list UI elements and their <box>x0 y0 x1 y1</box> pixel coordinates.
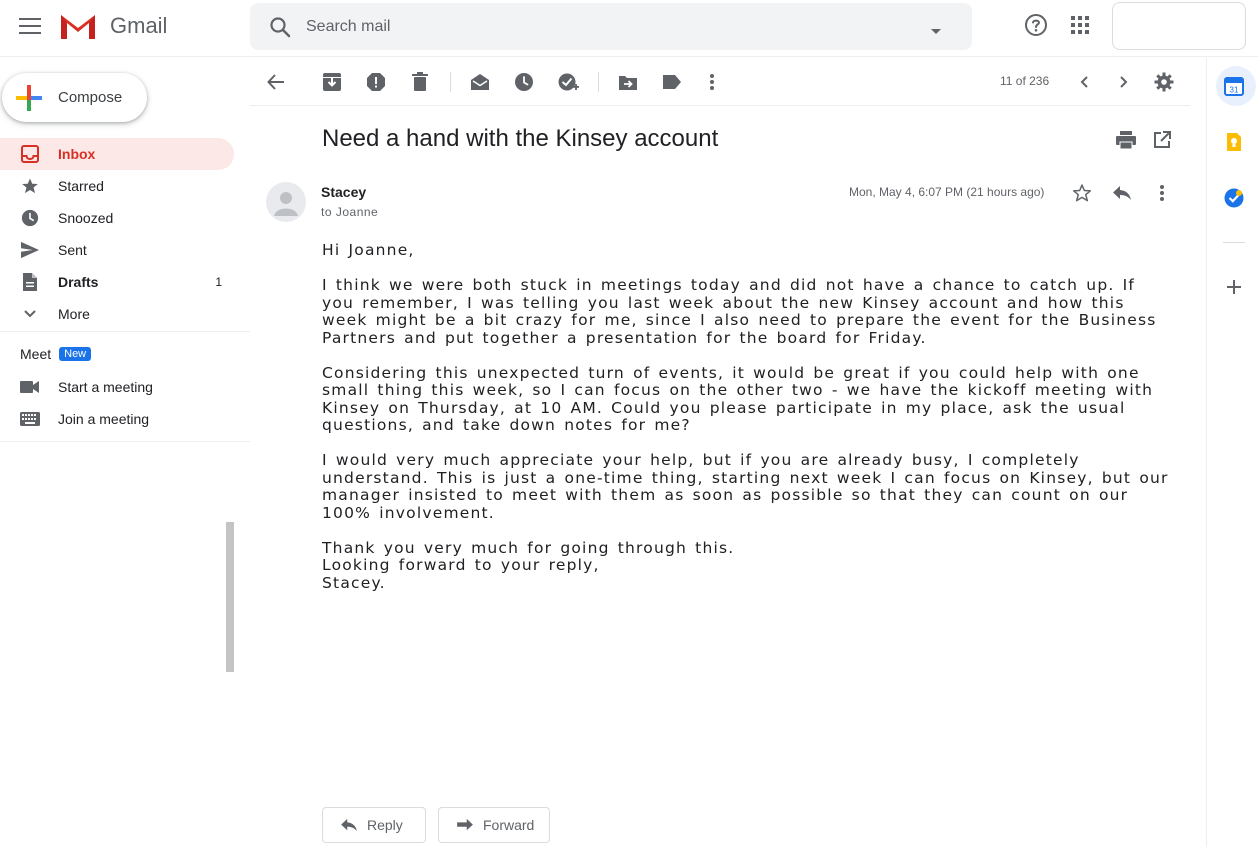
videocam-icon <box>20 377 40 397</box>
account-box[interactable] <box>1112 2 1246 50</box>
back-arrow-icon[interactable] <box>264 70 288 94</box>
left-sidebar <box>0 58 250 847</box>
gmail-m-icon <box>58 11 98 41</box>
sidebar-item-label: Sent <box>58 242 87 258</box>
meet-section-title <box>20 346 91 362</box>
search-icon[interactable] <box>268 15 292 39</box>
reply-icon[interactable] <box>1110 181 1134 205</box>
compose-label: Compose <box>58 89 123 106</box>
snooze-icon[interactable] <box>512 70 536 94</box>
top-header <box>0 0 1258 57</box>
gmail-logo[interactable] <box>58 10 167 42</box>
sidebar-item-label: Drafts <box>58 274 99 290</box>
side-panel-divider <box>1223 242 1245 243</box>
report-spam-icon[interactable] <box>364 70 388 94</box>
reply-button[interactable] <box>322 807 426 843</box>
chevron-left-icon[interactable] <box>1072 70 1096 94</box>
star-icon <box>20 176 40 196</box>
add-addon-plus-icon[interactable] <box>1223 276 1245 298</box>
apps-grid-icon[interactable] <box>1067 12 1093 38</box>
sidebar-item-label: Starred <box>58 178 104 194</box>
search-bar[interactable] <box>250 3 972 50</box>
sidebar-item-starred[interactable] <box>0 170 234 202</box>
toolbar-separator <box>450 72 451 92</box>
meet-title: Meet <box>20 346 52 362</box>
send-icon <box>20 240 40 260</box>
sidebar-item-label: Inbox <box>58 146 96 162</box>
compose-plus-icon <box>16 85 42 111</box>
calendar-icon[interactable] <box>1223 75 1245 97</box>
body-paragraph: Considering this unexpected turn of events, it would be great if you could help with one small thing this week, so I can focus on the other two - we have the kickoff meeting with Kinsey on Thursday, at 10 AM. Could you please participate in my place, ask the usual questions, and take down notes for me? <box>322 363 1154 434</box>
sidebar-item-snoozed[interactable] <box>0 202 234 234</box>
sidebar-divider <box>0 441 250 442</box>
pager-count: 11 of 236 <box>1000 74 1050 88</box>
forward-label: Forward <box>483 817 535 833</box>
message-date: Mon, May 4, 6:07 PM (21 hours ago) <box>849 185 1045 199</box>
label-icon[interactable] <box>660 70 684 94</box>
add-to-tasks-icon[interactable] <box>556 70 580 94</box>
sender-name: Stacey <box>321 184 367 200</box>
forward-icon <box>455 815 475 835</box>
delete-icon[interactable] <box>408 70 432 94</box>
message-body <box>322 242 1172 610</box>
sidebar-item-label: More <box>58 306 90 322</box>
main-menu-icon[interactable] <box>14 10 46 42</box>
drafts-count: 1 <box>215 275 222 289</box>
inbox-icon <box>20 144 40 164</box>
toolbar-separator <box>598 72 599 92</box>
chevron-right-icon[interactable] <box>1112 70 1136 94</box>
forward-button[interactable] <box>438 807 550 843</box>
right-side-panel <box>1206 58 1258 847</box>
keep-icon[interactable] <box>1223 131 1245 153</box>
greeting: Hi Joanne, <box>322 241 415 259</box>
print-icon[interactable] <box>1115 129 1137 151</box>
body-paragraph: I would very much appreciate your help, but if you are already busy, I completely understand. This is just a one-time thing, starting next week I can focus on Kinsey, but our manager insisted to meet with them as soon as possible so that they can count on our 100% involvement. <box>322 451 1169 522</box>
search-options-caret-icon[interactable] <box>930 23 942 41</box>
sidebar-item-join-meeting[interactable] <box>0 403 234 435</box>
sidebar-divider <box>0 331 250 332</box>
open-in-new-window-icon[interactable] <box>1151 129 1173 151</box>
sidebar-item-label: Join a meeting <box>58 411 150 427</box>
body-paragraph: I think we were both stuck in meetings today and did not have a chance to catch up. If you remember, I was telling you last week about the new Kinsey account and how this week might be a bit crazy for me, since I also need to prepare the event for the Business Partners and put together a presentation for the board for Friday. <box>322 276 1157 347</box>
message-pane <box>250 58 1206 847</box>
clock-icon <box>20 208 40 228</box>
sidebar-scrollbar[interactable] <box>226 522 234 672</box>
sidebar-item-sent[interactable] <box>0 234 234 266</box>
reply-icon <box>339 815 359 835</box>
search-input[interactable] <box>306 3 906 50</box>
sidebar-item-more[interactable] <box>0 298 234 330</box>
sidebar-item-label: Snoozed <box>58 210 114 226</box>
message-subject: Need a hand with the Kinsey account <box>322 125 719 152</box>
mark-unread-icon[interactable] <box>468 70 492 94</box>
keyboard-icon <box>20 409 40 429</box>
svg-text:31: 31 <box>1229 85 1239 95</box>
move-to-icon[interactable] <box>616 70 640 94</box>
sidebar-item-inbox[interactable] <box>0 138 234 170</box>
new-badge: New <box>59 347 91 361</box>
app-name: Gmail <box>110 13 168 38</box>
compose-button[interactable] <box>2 73 147 122</box>
more-vert-icon[interactable] <box>1150 181 1174 205</box>
star-outline-icon[interactable] <box>1070 181 1094 205</box>
archive-icon[interactable] <box>320 70 344 94</box>
closing: Thank you very much for going through this. Looking forward to your reply, Stacey. <box>322 538 735 592</box>
tasks-icon[interactable] <box>1223 187 1245 209</box>
draft-icon <box>20 272 40 292</box>
sidebar-item-label: Start a meeting <box>58 379 153 395</box>
reply-label: Reply <box>367 817 403 833</box>
sender-avatar[interactable] <box>266 182 306 222</box>
chevron-down-icon <box>20 304 40 324</box>
recipient-line[interactable]: to Joanne <box>321 205 379 219</box>
message-toolbar <box>250 58 1190 106</box>
sidebar-item-drafts[interactable] <box>0 266 234 298</box>
sidebar-item-start-meeting[interactable] <box>0 371 234 403</box>
support-icon[interactable] <box>1023 12 1049 38</box>
settings-gear-icon[interactable] <box>1152 70 1176 94</box>
more-vert-icon[interactable] <box>700 70 724 94</box>
